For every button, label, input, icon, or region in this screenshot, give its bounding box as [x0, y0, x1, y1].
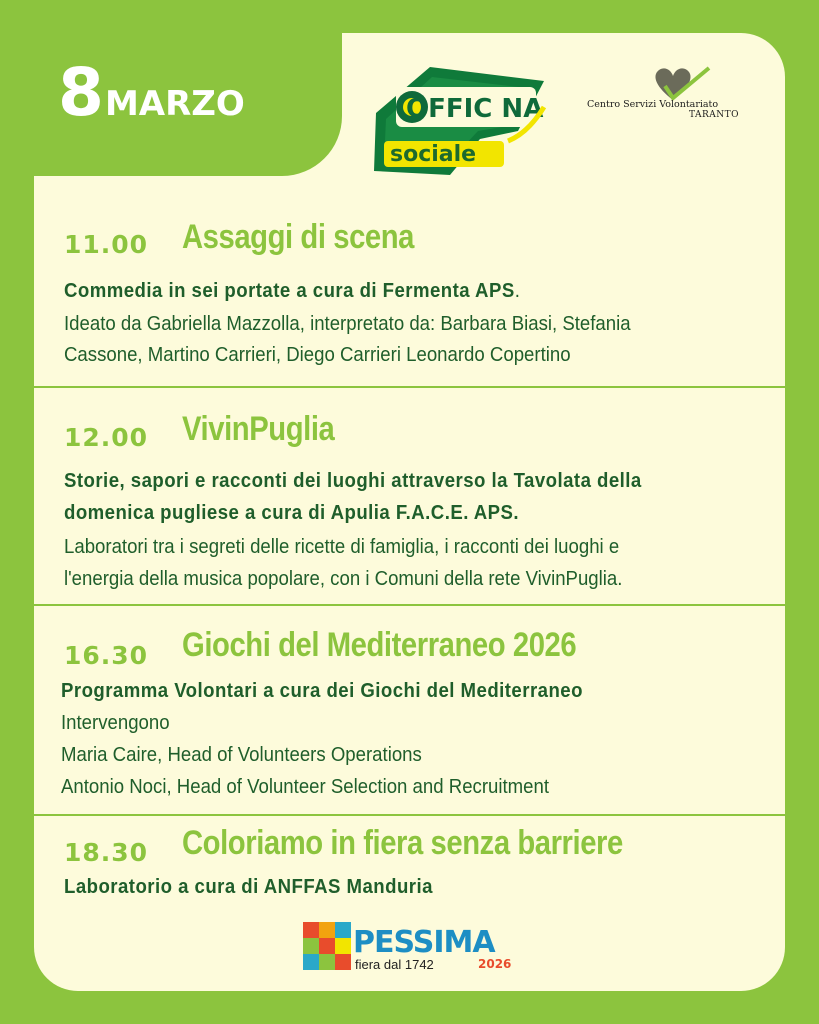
event-date — [58, 54, 245, 131]
officina-title: OFFIC NA — [406, 94, 544, 124]
event-3-time: 16.30 — [64, 641, 149, 670]
event-1-line-1: Ideato da Gabriella Mazzolla, interpretato da: Barbara Biasi, Stefania — [64, 313, 631, 335]
event-2-bold-line-1: Storie, sapori e racconti dei luoghi attraverso la Tavolata della — [64, 470, 642, 492]
section-divider — [34, 604, 785, 606]
event-2-line-2: l'energia della musica popolare, con i Comuni della rete VivinPuglia. — [64, 568, 623, 590]
event-3-line-3: Antonio Noci, Head of Volunteer Selection and Recruitment — [61, 776, 550, 798]
csv-logo-text — [587, 99, 757, 120]
event-1-time: 11.00 — [64, 230, 149, 259]
csv-line1: Centro Servizi Volontariato — [587, 99, 719, 110]
event-3-line-2: Maria Caire, Head of Volunteers Operations — [61, 744, 422, 766]
event-1-bold-line-1: Commedia in sei portate a cura di Fermenta APS. — [64, 280, 521, 302]
event-4-bold-line-1: Laboratorio a cura di ANFFAS Manduria — [64, 876, 433, 898]
section-divider — [34, 386, 785, 388]
event-1-line-2: Cassone, Martino Carrieri, Diego Carrieri Leonardo Copertino — [64, 344, 571, 366]
event-3-title: Giochi del Mediterraneo 2026 — [182, 626, 577, 664]
officina-sociale-logo — [368, 63, 550, 175]
event-3-line-1: Intervengono — [61, 712, 170, 734]
pessima-year: 2026 — [478, 957, 512, 971]
pessima-sub: fiera dal 1742 — [355, 957, 434, 972]
pessima-logo — [303, 922, 518, 972]
event-2-bold-line-2: domenica pugliese a cura di Apulia F.A.C.E. APS. — [64, 502, 520, 524]
event-2-title: VivinPuglia — [182, 410, 335, 448]
csv-line2: TARANTO — [688, 110, 739, 120]
event-4-time: 18.30 — [64, 838, 149, 867]
event-2-time: 12.00 — [64, 423, 149, 452]
event-4-title: Coloriamo in fiera senza barriere — [182, 824, 623, 862]
section-divider — [34, 814, 785, 816]
csv-heart-icon — [585, 64, 760, 130]
pessima-name: PESSIMA — [353, 925, 495, 960]
date-day: 8 — [58, 54, 105, 131]
date-month: MARZO — [104, 84, 245, 124]
event-3-bold-line-1: Programma Volontari a cura dei Giochi del Mediterraneo — [61, 680, 583, 702]
event-2-line-1: Laboratori tra i segreti delle ricette di famiglia, i racconti dei luoghi e — [64, 536, 620, 558]
event-1-title: Assaggi di scena — [182, 218, 415, 256]
officina-sub: sociale — [390, 142, 477, 167]
